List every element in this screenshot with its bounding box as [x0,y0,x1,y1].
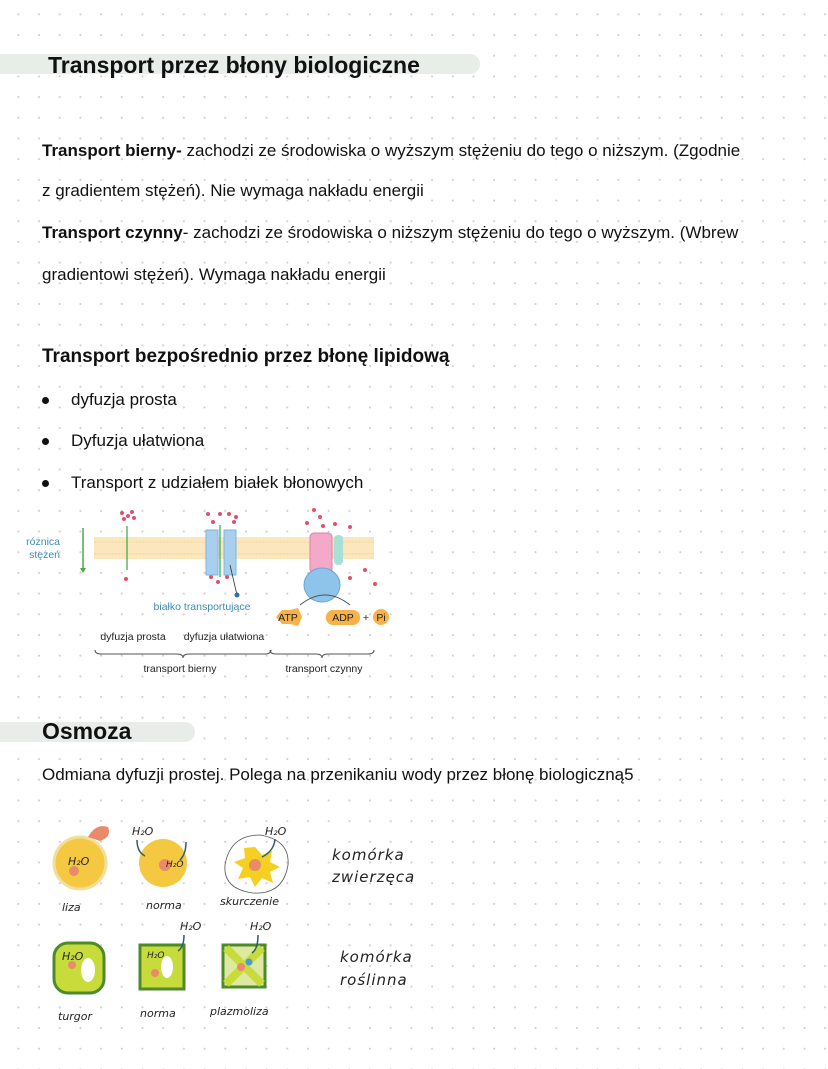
osmosis-diagram [40,815,440,1030]
svg-text:H₂O: H₂O [250,920,272,933]
protein-label: białko transportujące [153,601,251,613]
svg-text:H₂O: H₂O [132,825,154,838]
label-plazmoliza: plazmoliza [210,1005,269,1018]
gradient-label-2: stężeń [29,549,60,561]
active-transport-label: transport czynny [285,663,363,675]
facilitated-diffusion-label: dyfuzja ułatwiona [183,631,265,643]
bullet-item: Transport z udziałem białek błonowych [42,473,363,493]
svg-text:H₂O: H₂O [180,920,202,933]
animal-cell-normal [132,825,187,887]
plant-cell-turgor [54,943,104,993]
animal-caption-1: komórka [332,846,405,864]
active-brace [270,650,374,658]
label-liza: liza [62,901,81,914]
plant-cell-plasmolysis [223,920,272,987]
svg-text:H₂O: H₂O [68,855,90,868]
adp-label: ADP [332,612,354,624]
svg-text:H₂O: H₂O [62,950,84,963]
atp-label: ATP [278,612,298,624]
lipid-heading: Transport bezpośrednio przez błonę lipidową [42,346,450,367]
label-skurczenie: skurczenie [220,895,279,908]
passive-transport-label: transport bierny [143,663,217,675]
pi-label: Pi [376,612,386,624]
plus-label: + [362,612,370,624]
animal-caption-2: zwierzęca [332,868,416,886]
svg-text:H₂O: H₂O [166,860,184,870]
passive-brace [95,650,271,658]
plant-caption-2: roślinna [340,971,408,989]
simple-diffusion-label: dyfuzja prosta [100,631,166,643]
osmoza-heading: Osmoza [42,718,132,744]
label-norma-plant: norma [140,1007,176,1020]
active-text: - zachodzi ze środowiska o niższym stężeniu do tego o wyższym. (Wbrew [182,223,739,242]
bullet-item: dyfuzja prosta [42,390,177,410]
active-text-2: gradientowi stężeń). Wymaga nakładu energii [42,265,386,284]
passive-text-2: z gradientem stężeń). Nie wymaga nakładu energii [42,181,424,200]
svg-text:H₂O: H₂O [265,825,287,838]
label-turgor: turgor [58,1010,93,1023]
passive-definition [42,141,740,161]
passive-text: zachodzi ze środowiska o wyższym stężeniu do tego o niższym. (Zgodnie [181,141,741,160]
active-term: Transport czynny [42,223,183,242]
animal-cell-lysis [54,826,109,889]
svg-text:H₂O: H₂O [147,951,165,961]
plant-caption-1: komórka [340,948,413,966]
animal-cell-crenation [225,825,288,893]
bullet-item: Dyfuzja ułatwiona [42,431,204,451]
passive-term: Transport bierny- [42,141,182,160]
pump-protein [310,533,332,573]
osmoza-text: Odmiana dyfuzji prostej. Polega na przenikaniu wody przez błonę biologiczną5 [42,765,634,784]
active-definition [42,223,738,243]
plant-cell-normal [140,920,202,989]
label-norma-animal: norma [146,899,182,912]
membrane-transport-diagram [20,500,400,690]
gradient-label-1: różnica [26,536,60,548]
page-title: Transport przez błony biologiczne [48,52,420,78]
